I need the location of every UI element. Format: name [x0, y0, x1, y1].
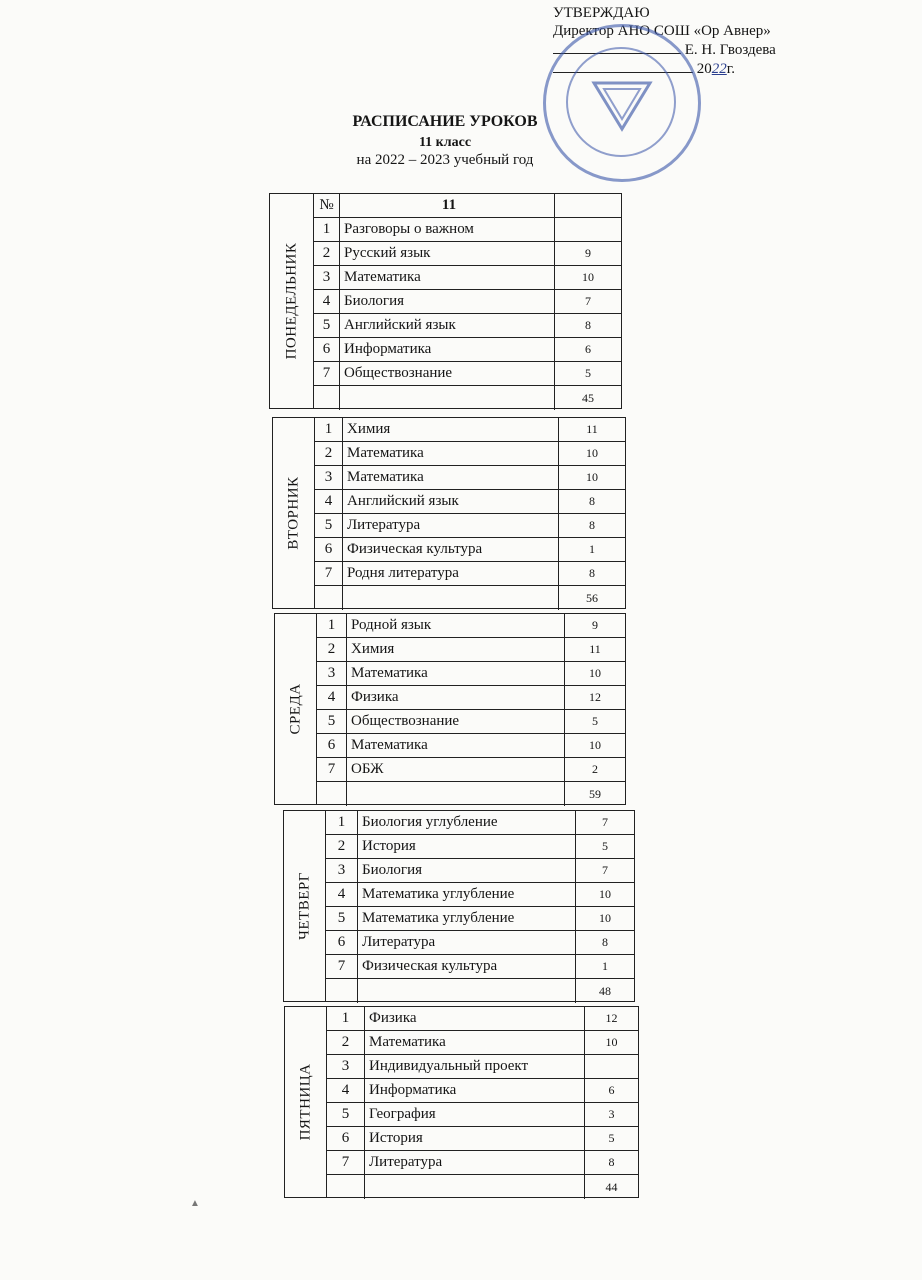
lesson-subject: Математика — [343, 442, 559, 465]
lesson-number: 1 — [327, 1007, 365, 1030]
lesson-subject: Биология — [340, 290, 555, 313]
lesson-row — [317, 662, 625, 686]
total-row — [315, 586, 625, 610]
day-block — [274, 613, 626, 805]
lesson-number: 6 — [326, 931, 358, 954]
lesson-hours — [555, 218, 621, 241]
lesson-subject: Физика — [347, 686, 565, 709]
lesson-row — [326, 883, 634, 907]
lesson-subject: Математика углубление — [358, 883, 576, 906]
lesson-hours: 10 — [586, 470, 598, 484]
day-total: 56 — [586, 590, 598, 605]
lesson-subject: География — [365, 1103, 585, 1126]
year-handwritten: 22 — [711, 61, 727, 77]
lesson-subject: Математика — [347, 662, 565, 685]
lesson-number: 4 — [317, 686, 347, 709]
lesson-row — [327, 1151, 638, 1175]
lesson-grid — [327, 1007, 638, 1197]
lesson-subject: Английский язык — [343, 490, 559, 513]
lesson-number: 1 — [314, 218, 340, 241]
lesson-grid — [317, 614, 625, 804]
lesson-row — [326, 907, 634, 931]
lesson-row — [327, 1079, 638, 1103]
total-empty-subject — [347, 782, 565, 806]
lesson-subject: Математика — [340, 266, 555, 289]
total-empty-subject — [365, 1175, 585, 1199]
lesson-row — [317, 614, 625, 638]
total-row — [317, 782, 625, 806]
lesson-hours: 7 — [602, 863, 608, 877]
lesson-hours: 12 — [589, 690, 601, 704]
lesson-number: 3 — [314, 266, 340, 289]
lesson-row — [314, 314, 621, 338]
lesson-number: 7 — [315, 562, 343, 585]
day-total: 59 — [589, 786, 601, 801]
day-block — [269, 193, 622, 409]
day-total: 45 — [582, 390, 594, 405]
lesson-subject: Химия — [343, 418, 559, 441]
total-empty-subject — [340, 386, 555, 410]
day-total: 44 — [605, 1179, 618, 1194]
total-row — [314, 386, 621, 410]
lesson-hours: 8 — [589, 494, 595, 508]
lesson-row — [315, 466, 625, 490]
total-empty-number — [327, 1175, 365, 1199]
year-end: г. — [726, 61, 735, 77]
lesson-row — [326, 811, 634, 835]
total-empty-number — [315, 586, 343, 610]
total-empty-subject — [358, 979, 576, 1003]
lesson-hours: 1 — [589, 542, 595, 556]
lesson-row — [315, 442, 625, 466]
lesson-number: 7 — [327, 1151, 365, 1174]
day-name: ЧЕТВЕРГ — [296, 872, 312, 940]
lesson-number: 2 — [326, 835, 358, 858]
day-block — [283, 810, 635, 1002]
lesson-number: 6 — [315, 538, 343, 561]
total-empty-number — [326, 979, 358, 1003]
lesson-subject: Химия — [347, 638, 565, 661]
lesson-row — [317, 734, 625, 758]
lesson-row — [315, 418, 625, 442]
lesson-number: 2 — [317, 638, 347, 661]
year-prefix: 20 — [696, 61, 712, 77]
lesson-number: 7 — [326, 955, 358, 978]
lesson-hours — [585, 1055, 638, 1078]
lesson-subject: Информатика — [340, 338, 555, 361]
lesson-hours: 10 — [605, 1035, 618, 1049]
lesson-subject: Обществознание — [340, 362, 555, 385]
grade-title: 11 класс — [418, 135, 472, 150]
total-row — [327, 1175, 638, 1199]
lesson-hours: 11 — [586, 422, 598, 436]
lesson-number: 3 — [327, 1055, 365, 1078]
lesson-hours: 3 — [608, 1107, 615, 1121]
table-header-row — [314, 194, 621, 218]
lesson-hours: 8 — [589, 566, 595, 580]
lesson-row — [327, 1103, 638, 1127]
lesson-number: 5 — [327, 1103, 365, 1126]
lesson-row — [317, 638, 625, 662]
total-row — [326, 979, 634, 1003]
day-label-cell — [273, 418, 315, 608]
lesson-subject: Английский язык — [340, 314, 555, 337]
director-name: Е. Н. Гвоздева — [684, 42, 776, 58]
lesson-number: 2 — [314, 242, 340, 265]
day-block — [272, 417, 626, 609]
lesson-subject: Физическая культура — [343, 538, 559, 561]
lesson-hours: 9 — [592, 618, 598, 632]
lesson-number: 3 — [326, 859, 358, 882]
lesson-subject: Биология — [358, 859, 576, 882]
header-number: № — [314, 194, 340, 217]
lesson-subject: Математика — [347, 734, 565, 757]
lesson-number: 7 — [314, 362, 340, 385]
lesson-number: 6 — [327, 1127, 365, 1150]
lesson-row — [327, 1055, 638, 1079]
lesson-subject: Информатика — [365, 1079, 585, 1102]
lesson-row — [327, 1007, 638, 1031]
total-empty-number — [317, 782, 347, 806]
lesson-row — [314, 218, 621, 242]
lesson-row — [327, 1127, 638, 1151]
lesson-subject: Литература — [365, 1151, 585, 1174]
lesson-hours: 10 — [599, 911, 611, 925]
lesson-hours: 6 — [585, 342, 591, 356]
lesson-hours: 6 — [608, 1083, 615, 1097]
approval-heading: УТВЕРЖДАЮ — [553, 5, 650, 21]
lesson-hours: 12 — [605, 1011, 618, 1025]
lesson-row — [315, 538, 625, 562]
lesson-number: 3 — [317, 662, 347, 685]
lesson-row — [326, 835, 634, 859]
header-class: 11 — [340, 194, 555, 217]
lesson-number: 4 — [314, 290, 340, 313]
lesson-row — [314, 242, 621, 266]
lesson-hours: 5 — [585, 366, 591, 380]
day-name: ПЯТНИЦА — [297, 1063, 313, 1141]
lesson-hours: 10 — [582, 270, 594, 284]
lesson-number: 3 — [315, 466, 343, 489]
lesson-row — [317, 710, 625, 734]
lesson-subject: Литература — [343, 514, 559, 537]
lesson-subject: Разговоры о важном — [340, 218, 555, 241]
lesson-number: 6 — [314, 338, 340, 361]
lesson-number: 5 — [314, 314, 340, 337]
lesson-grid — [314, 194, 621, 408]
lesson-number: 2 — [327, 1031, 365, 1054]
lesson-row — [315, 490, 625, 514]
lesson-number: 4 — [326, 883, 358, 906]
approval-position: Директор АНО СОШ «Ор Авнер» — [553, 23, 771, 39]
lesson-hours: 8 — [585, 318, 591, 332]
lesson-subject: Физика — [365, 1007, 585, 1030]
lesson-subject: Обществознание — [347, 710, 565, 733]
seal-emblem-icon — [590, 75, 654, 133]
lesson-row — [315, 514, 625, 538]
day-label-cell — [284, 811, 326, 1001]
lesson-number: 1 — [315, 418, 343, 441]
lesson-hours: 10 — [599, 887, 611, 901]
lesson-subject: Индивидуальный проект — [365, 1055, 585, 1078]
lesson-row — [314, 338, 621, 362]
lesson-row — [314, 290, 621, 314]
lesson-row — [327, 1031, 638, 1055]
lesson-number: 5 — [315, 514, 343, 537]
lesson-hours: 5 — [592, 714, 598, 728]
lesson-row — [314, 362, 621, 386]
day-name: СРЕДА — [287, 683, 303, 735]
lesson-hours: 2 — [592, 762, 598, 776]
lesson-row — [317, 758, 625, 782]
lesson-grid — [326, 811, 634, 1001]
lesson-hours: 1 — [602, 959, 608, 973]
lesson-hours: 7 — [585, 294, 591, 308]
lesson-hours: 7 — [602, 815, 608, 829]
lesson-row — [326, 955, 634, 979]
lesson-number: 4 — [327, 1079, 365, 1102]
year-title: на 2022 – 2023 учебный год — [356, 152, 534, 168]
lesson-subject: ОБЖ — [347, 758, 565, 781]
day-total: 48 — [599, 983, 611, 998]
day-block — [284, 1006, 639, 1198]
day-label-cell — [285, 1007, 327, 1197]
lesson-hours: 8 — [608, 1155, 615, 1169]
lesson-subject: Математика — [343, 466, 559, 489]
lesson-row — [317, 686, 625, 710]
lesson-hours: 10 — [586, 446, 598, 460]
lesson-subject: История — [365, 1127, 585, 1150]
lesson-number: 1 — [317, 614, 347, 637]
day-label-cell — [270, 194, 314, 408]
lesson-subject: Родня литература — [343, 562, 559, 585]
lesson-grid — [315, 418, 625, 608]
header-hours — [555, 194, 621, 217]
lesson-hours: 9 — [585, 246, 591, 260]
lesson-row — [326, 859, 634, 883]
total-empty-subject — [343, 586, 559, 610]
page-title: РАСПИСАНИЕ УРОКОВ — [352, 113, 538, 130]
lesson-number: 6 — [317, 734, 347, 757]
lesson-subject: Русский язык — [340, 242, 555, 265]
lesson-number: 1 — [326, 811, 358, 834]
lesson-number: 5 — [317, 710, 347, 733]
lesson-number: 2 — [315, 442, 343, 465]
lesson-subject: Литература — [358, 931, 576, 954]
lesson-subject: Биология углубление — [358, 811, 576, 834]
lesson-subject: Математика — [365, 1031, 585, 1054]
day-name: ПОНЕДЕЛЬНИК — [283, 242, 299, 360]
lesson-hours: 5 — [608, 1131, 615, 1145]
lesson-row — [326, 931, 634, 955]
lesson-hours: 8 — [602, 935, 608, 949]
lesson-number: 7 — [317, 758, 347, 781]
lesson-hours: 8 — [589, 518, 595, 532]
lesson-hours: 10 — [589, 738, 601, 752]
lesson-number: 4 — [315, 490, 343, 513]
lesson-subject: Математика углубление — [358, 907, 576, 930]
scan-mark: ▲ — [190, 1198, 200, 1209]
lesson-row — [315, 562, 625, 586]
lesson-hours: 10 — [589, 666, 601, 680]
lesson-hours: 5 — [602, 839, 608, 853]
lesson-subject: Физическая культура — [358, 955, 576, 978]
day-label-cell — [275, 614, 317, 804]
lesson-subject: История — [358, 835, 576, 858]
total-empty-number — [314, 386, 340, 410]
lesson-subject: Родной язык — [347, 614, 565, 637]
lesson-hours: 11 — [589, 642, 601, 656]
lesson-number: 5 — [326, 907, 358, 930]
day-name: ВТОРНИК — [285, 476, 301, 550]
lesson-row — [314, 266, 621, 290]
